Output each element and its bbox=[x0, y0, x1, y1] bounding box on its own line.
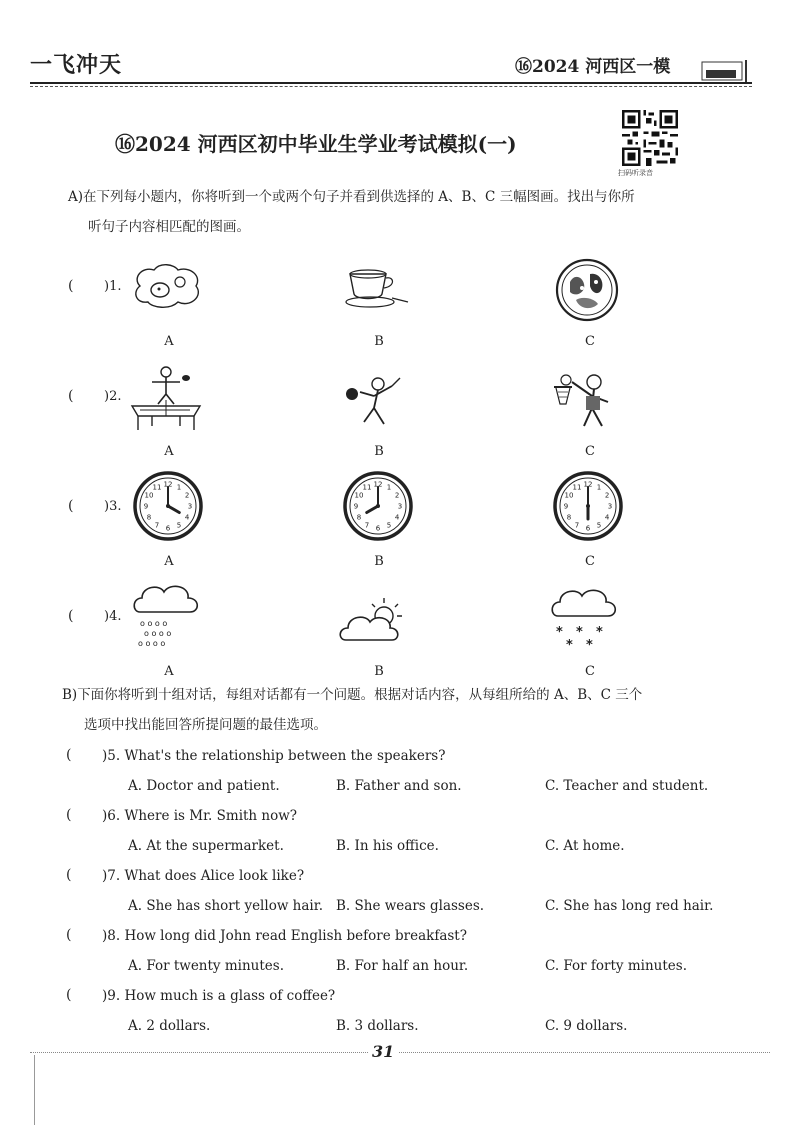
section-b-instruction-2: 选项中找出能回答所提问题的最佳选项。 bbox=[84, 717, 327, 733]
option-label-q3-c[interactable]: C bbox=[585, 554, 595, 569]
option-q8-a[interactable]: A. For twenty minutes. bbox=[128, 958, 284, 974]
clock-numeral: 11 bbox=[572, 483, 582, 492]
option-label-q2-c[interactable]: C bbox=[585, 444, 595, 459]
option-q5-b[interactable]: B. Father and son. bbox=[336, 778, 462, 794]
fried-egg-icon[interactable] bbox=[130, 262, 206, 310]
option-label-q2-a[interactable]: A bbox=[164, 444, 174, 459]
clock-numeral: 1 bbox=[596, 483, 602, 492]
clock-numeral: 10 bbox=[564, 491, 574, 500]
svg-text:*: * bbox=[556, 625, 563, 640]
question-text-q8: )8. How long did John read English before breakfast? bbox=[102, 928, 467, 944]
answer-paren-q7[interactable]: ( bbox=[66, 867, 72, 883]
option-q6-c[interactable]: C. At home. bbox=[545, 838, 625, 854]
clock-numeral: 4 bbox=[604, 513, 610, 522]
header-rule bbox=[30, 82, 752, 84]
svg-text:*: * bbox=[596, 625, 603, 640]
clock-center bbox=[376, 504, 380, 508]
answer-paren-q1[interactable]: ( bbox=[68, 278, 74, 294]
answer-paren-q5[interactable]: ( bbox=[66, 747, 72, 763]
option-label-q1-c[interactable]: C bbox=[585, 334, 595, 349]
question-number-q3: )3. bbox=[104, 499, 122, 514]
question-text-q5: )5. What's the relationship between the speakers? bbox=[102, 748, 446, 764]
option-q5-c[interactable]: C. Teacher and student. bbox=[545, 778, 709, 794]
option-q9-c[interactable]: C. 9 dollars. bbox=[545, 1018, 628, 1034]
section-a-instruction-1: A)在下列每小题内，你将听到一个或两个句子并看到供选择的 A、B、C 三幅图画。找出与你所 bbox=[68, 189, 635, 205]
option-q6-b[interactable]: B. In his office. bbox=[336, 838, 439, 854]
question-number-q2: )2. bbox=[104, 389, 122, 404]
option-q5-a[interactable]: A. Doctor and patient. bbox=[128, 778, 280, 794]
svg-text:*: * bbox=[586, 638, 593, 652]
option-q6-a[interactable]: A. At the supermarket. bbox=[128, 838, 284, 854]
svg-text:o o o o: o o o o bbox=[138, 639, 166, 648]
svg-text:*: * bbox=[566, 638, 573, 652]
clock-center bbox=[586, 504, 590, 508]
section-b-instruction-1: B)下面你将听到十组对话，每组对话都有一个问题。根据对话内容，从每组所给的 A、B、C 三个 bbox=[62, 687, 643, 703]
option-label-q2-b[interactable]: B bbox=[374, 444, 384, 459]
option-q9-a[interactable]: A. 2 dollars. bbox=[128, 1018, 211, 1034]
answer-paren-q9[interactable]: ( bbox=[66, 987, 72, 1003]
page-number: 31 bbox=[368, 1042, 398, 1061]
option-label-q3-a[interactable]: A bbox=[164, 554, 174, 569]
option-label-q1-a[interactable]: A bbox=[164, 334, 174, 349]
clock-numeral: 12 bbox=[163, 480, 173, 489]
clock-numeral: 10 bbox=[354, 491, 364, 500]
clock-numeral: 9 bbox=[563, 502, 569, 511]
option-label-q1-b[interactable]: B bbox=[374, 334, 384, 349]
question-number-q4: )4. bbox=[104, 609, 122, 624]
header-exam-label: ⑯2024 河西区一模 bbox=[515, 57, 671, 77]
option-q8-c[interactable]: C. For forty minutes. bbox=[545, 958, 687, 974]
clock-numeral: 2 bbox=[184, 491, 190, 500]
clock-numeral: 8 bbox=[356, 513, 362, 522]
clock-eight-oclock-icon[interactable] bbox=[342, 470, 414, 542]
clock-numeral: 7 bbox=[364, 521, 370, 530]
clock-numeral: 12 bbox=[583, 480, 593, 489]
clock-numeral: 5 bbox=[386, 521, 392, 530]
clock-numeral: 6 bbox=[165, 524, 171, 533]
svg-text:o o o o: o o o o bbox=[140, 619, 168, 628]
answer-paren-q6[interactable]: ( bbox=[66, 807, 72, 823]
clock-numeral: 6 bbox=[585, 524, 591, 533]
option-q7-c[interactable]: C. She has long red hair. bbox=[545, 898, 714, 914]
clock-numeral: 6 bbox=[375, 524, 381, 533]
option-q8-b[interactable]: B. For half an hour. bbox=[336, 958, 469, 974]
clock-four-oclock-icon[interactable] bbox=[132, 470, 204, 542]
binding-line bbox=[34, 1055, 35, 1125]
question-text-q7: )7. What does Alice look like? bbox=[102, 868, 305, 884]
clock-numeral: 11 bbox=[152, 483, 162, 492]
decorative-mark-icon bbox=[698, 56, 750, 84]
option-label-q4-b[interactable]: B bbox=[374, 664, 384, 679]
page-title: ⑯2024 河西区初中毕业生学业考试模拟(一) bbox=[115, 132, 517, 156]
answer-paren-q3[interactable]: ( bbox=[68, 498, 74, 514]
table-tennis-icon[interactable] bbox=[128, 364, 204, 432]
clock-numeral: 7 bbox=[154, 521, 160, 530]
qr-code-icon[interactable] bbox=[622, 110, 678, 166]
basketball-player-icon[interactable] bbox=[550, 366, 626, 436]
clock-numeral: 8 bbox=[146, 513, 152, 522]
clock-numeral: 5 bbox=[596, 521, 602, 530]
question-text-q6: )6. Where is Mr. Smith now? bbox=[102, 808, 298, 824]
clock-numeral: 12 bbox=[373, 480, 383, 489]
clock-numeral: 9 bbox=[353, 502, 359, 511]
clock-numeral: 4 bbox=[184, 513, 190, 522]
snow-cloud-icon[interactable] bbox=[548, 584, 620, 652]
clock-numeral: 1 bbox=[386, 483, 392, 492]
food-plate-icon[interactable] bbox=[552, 258, 622, 322]
clock-numeral: 3 bbox=[607, 502, 613, 511]
question-text-q9: )9. How much is a glass of coffee? bbox=[102, 988, 336, 1004]
partly-cloudy-icon[interactable] bbox=[338, 594, 412, 646]
option-label-q4-a[interactable]: A bbox=[164, 664, 174, 679]
svg-text:*: * bbox=[576, 625, 583, 640]
option-label-q3-b[interactable]: B bbox=[374, 554, 384, 569]
option-q7-a[interactable]: A. She has short yellow hair. bbox=[128, 898, 323, 914]
question-number-q1: )1. bbox=[104, 279, 122, 294]
clock-numeral: 3 bbox=[397, 502, 403, 511]
footer-rule bbox=[30, 1052, 770, 1053]
section-a-instruction-2: 听句子内容相匹配的图画。 bbox=[88, 219, 250, 235]
option-label-q4-c[interactable]: C bbox=[585, 664, 595, 679]
rain-cloud-icon[interactable] bbox=[130, 580, 206, 652]
teacup-icon[interactable] bbox=[340, 264, 416, 310]
option-q7-b[interactable]: B. She wears glasses. bbox=[336, 898, 485, 914]
answer-paren-q2[interactable]: ( bbox=[68, 388, 74, 404]
clock-numeral: 4 bbox=[394, 513, 400, 522]
svg-text:o o o o: o o o o bbox=[144, 629, 172, 638]
clock-numeral: 3 bbox=[187, 502, 193, 511]
option-q9-b[interactable]: B. 3 dollars. bbox=[336, 1018, 419, 1034]
clock-numeral: 5 bbox=[176, 521, 182, 530]
answer-paren-q8[interactable]: ( bbox=[66, 927, 72, 943]
clock-center bbox=[166, 504, 170, 508]
header-rule-dashed bbox=[30, 86, 752, 87]
clock-numeral: 1 bbox=[176, 483, 182, 492]
clock-numeral: 2 bbox=[604, 491, 610, 500]
clock-six-oclock-icon[interactable] bbox=[552, 470, 624, 542]
clock-numeral: 10 bbox=[144, 491, 154, 500]
clock-numeral: 7 bbox=[574, 521, 580, 530]
answer-paren-q4[interactable]: ( bbox=[68, 608, 74, 624]
clock-numeral: 9 bbox=[143, 502, 149, 511]
brand-logo: 一飞冲天 bbox=[30, 53, 123, 78]
badminton-player-icon[interactable] bbox=[340, 372, 410, 436]
clock-numeral: 2 bbox=[394, 491, 400, 500]
clock-numeral: 11 bbox=[362, 483, 372, 492]
qr-caption: 扫码听录音 bbox=[618, 169, 653, 177]
clock-numeral: 8 bbox=[566, 513, 572, 522]
